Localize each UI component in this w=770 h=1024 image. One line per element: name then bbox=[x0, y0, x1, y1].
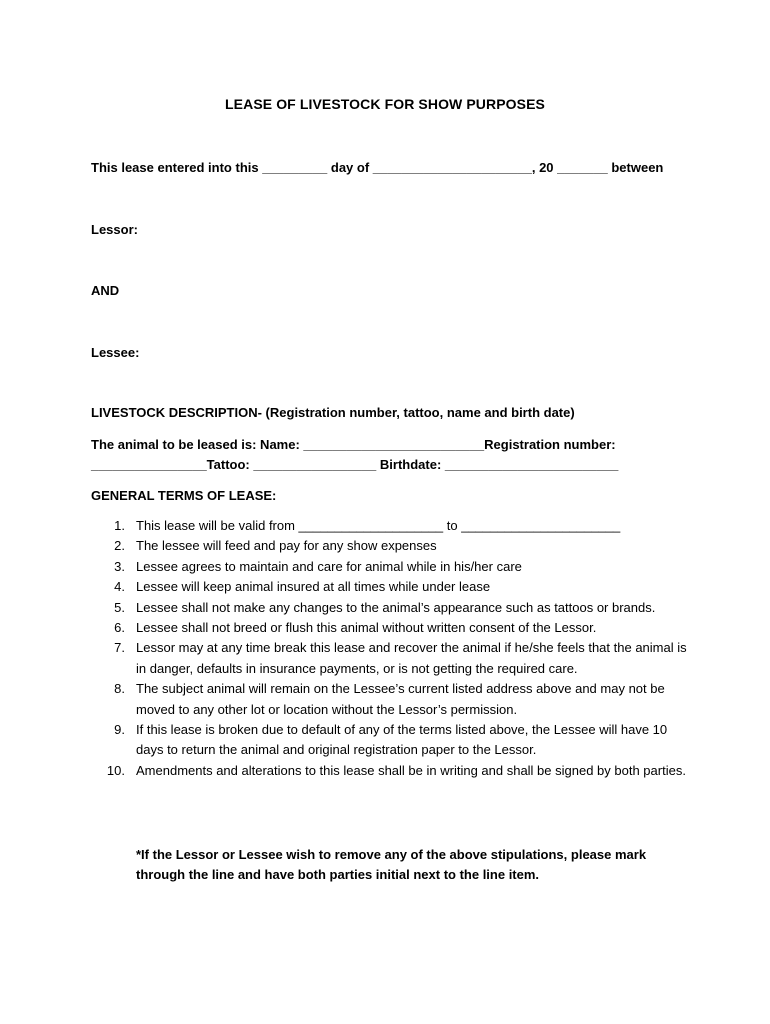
term-item: 9. If this lease is broken due to default of any of the terms listed above, the Lessee will have 10 days to return the animal and original registration paper to the Lessor. bbox=[114, 722, 668, 758]
livestock-description-heading: LIVESTOCK DESCRIPTION- (Registration number, tattoo, name and birth date) bbox=[91, 405, 575, 420]
term-item: 1. This lease will be valid from ____________________ to ______________________ bbox=[114, 518, 621, 533]
animal-tattoo-line: ________________Tattoo: _________________ Birthdate: ________________________ bbox=[91, 457, 619, 472]
term-item: 6. Lessee shall not breed or flush this animal without written consent of the Lessor. bbox=[114, 620, 597, 636]
term-item: 10. Amendments and alterations to this lease shall be in writing and shall be signed by both parties. bbox=[106, 762, 686, 778]
animal-name-line: The animal to be leased is: Name: _________________________Registration number: bbox=[91, 437, 616, 452]
term-item: 3. Lessee agrees to maintain and care for animal while in his/her care bbox=[114, 558, 522, 574]
lessee-label: Lessee: bbox=[91, 345, 140, 360]
terms-list bbox=[91, 516, 691, 781]
term-item: 4. Lessee will keep animal insured at all times while under lease bbox=[114, 579, 491, 595]
term-item: 7. Lessor may at any time break this lease and recover the animal if he/she feels that the animal is in danger, defaults in insurance payments, or is not getting the required care. bbox=[114, 640, 687, 676]
lessor-label: Lessor: bbox=[91, 222, 138, 237]
general-terms-heading: GENERAL TERMS OF LEASE: bbox=[91, 488, 277, 503]
and-label: AND bbox=[91, 283, 120, 298]
document-title: LEASE OF LIVESTOCK FOR SHOW PURPOSES bbox=[225, 96, 545, 112]
intro-line: This lease entered into this _________ day of ______________________, 20 _______ between bbox=[91, 160, 664, 175]
stipulations-note: *If the Lessor or Lessee wish to remove any of the above stipulations, please mark through the line and have both parties initial next to the line item. bbox=[136, 847, 647, 883]
term-item: 2. The lessee will feed and pay for any show expenses bbox=[114, 538, 437, 554]
term-item: 5. Lessee shall not make any changes to the animal’s appearance such as tattoos or brands. bbox=[114, 599, 656, 615]
term-item: 8. The subject animal will remain on the Lessee’s current listed address above and may not be moved to any other lot or location without the Lessor’s permission. bbox=[114, 681, 665, 717]
